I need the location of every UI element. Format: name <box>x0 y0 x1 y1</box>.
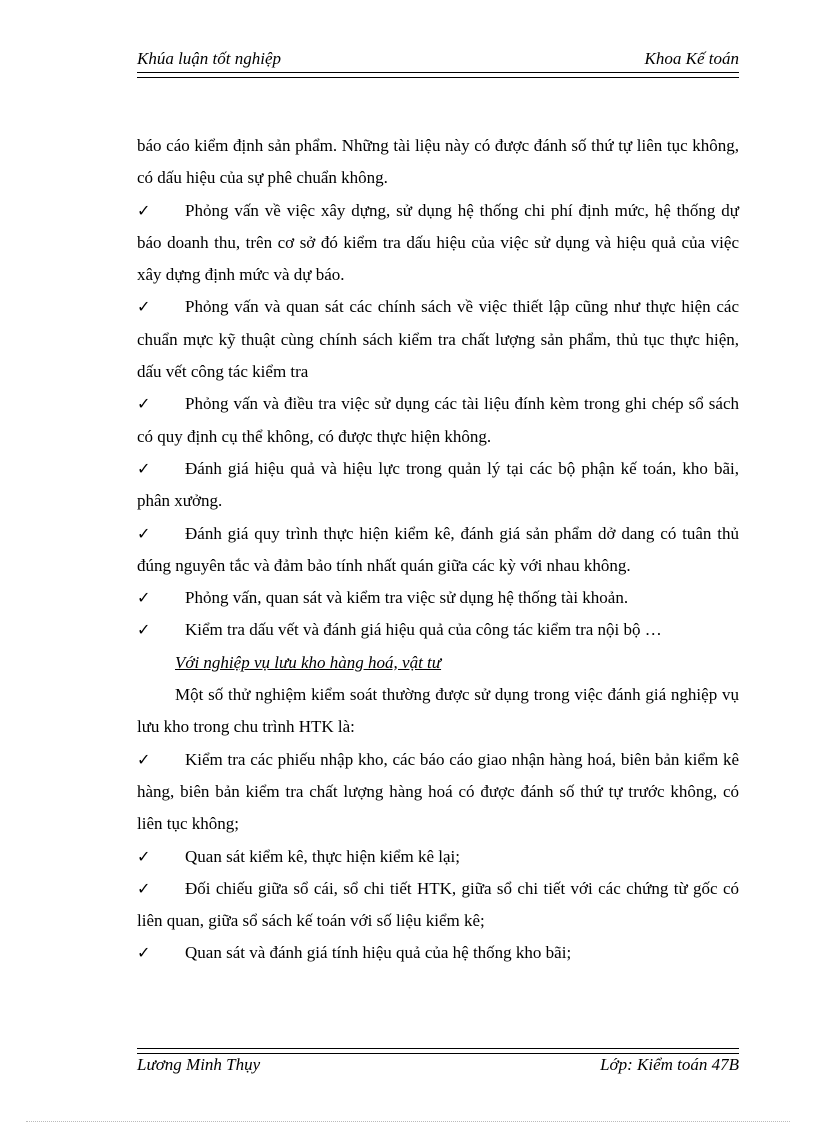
list-item-text: Kiểm tra các phiếu nhập kho, các báo cáo giao nhận hàng hoá, biên bản kiểm kê hàng, biên bản kiểm tra chất lượng hàng hoá có được đánh số thứ tự trước không, có liên tục không; <box>137 749 739 834</box>
list-item <box>137 744 739 841</box>
list-item-text: Đối chiếu giữa sổ cái, sổ chi tiết HTK, giữa sổ chi tiết với các chứng từ gốc có liên quan, giữa sổ sách kế toán với số liệu kiểm kê; <box>137 878 739 931</box>
list-item-text: Đánh giá quy trình thực hiện kiểm kê, đánh giá sản phẩm dở dang có tuân thủ đúng nguyên tắc và đảm bảo tính nhất quán giữa các kỳ với nhau không. <box>137 523 739 575</box>
list-item-text: Quan sát kiểm kê, thực hiện kiểm kê lại; <box>185 846 460 866</box>
check-icon: ✓ <box>137 200 151 220</box>
list-item <box>137 582 739 614</box>
list-item-text: Phỏng vấn và quan sát các chính sách về việc thiết lập cũng như thực hiện các chuẩn mực kỹ thuật cùng chính sách kiểm tra chất lượng sản phẩm, thủ tục thực hiện, dấu vết công tác kiểm tra <box>137 297 739 382</box>
footer-class-label: Lớp: Kiểm toán 47B <box>600 1055 739 1074</box>
page-footer <box>137 1054 739 1076</box>
list-item-text: Phỏng vấn và điều tra việc sử dụng các tài liệu đính kèm trong ghi chép sổ sách có quy định cụ thể không, có được thực hiện không. <box>137 394 739 446</box>
list-item-text: Kiểm tra dấu vết và đánh giá hiệu quả của công tác kiểm tra nội bộ … <box>185 620 662 640</box>
list-item-text: Phỏng vấn, quan sát và kiểm tra việc sử dụng hệ thống tài khoản. <box>185 588 629 608</box>
header-department-label: Khoa Kế toán <box>644 49 739 68</box>
section-subheading: Với nghiệp vụ lưu kho hàng hoá, vật tư <box>175 652 442 672</box>
check-icon: ✓ <box>137 588 151 608</box>
check-icon: ✓ <box>137 394 151 414</box>
list-item <box>137 937 739 969</box>
intro-paragraph: báo cáo kiểm định sản phẩm. Những tài liệu này có được đánh số thứ tự liên tục không, có dấu hiệu của sự phê chuẩn không. <box>137 136 739 188</box>
list-item <box>137 388 739 453</box>
list-item-text: Đánh giá hiệu quả và hiệu lực trong quản lý tại các bộ phận kế toán, kho bãi, phân xưởng. <box>137 458 739 511</box>
header-thesis-label: Khúa luận tốt nghiệp <box>137 49 282 68</box>
page-header <box>137 48 739 70</box>
list-item <box>137 518 739 583</box>
list-item <box>137 195 739 292</box>
list-item <box>137 614 739 646</box>
list-item <box>137 841 739 873</box>
page-bottom-dotted-line <box>26 1121 790 1122</box>
check-icon: ✓ <box>137 943 151 963</box>
body-paragraph: Một số thử nghiệm kiểm soát thường được sử dụng trong việc đánh giá nghiệp vụ lưu kho trong chu trình HTK là: <box>137 685 739 737</box>
check-icon: ✓ <box>137 620 151 640</box>
list-item <box>137 873 739 938</box>
list-item <box>137 291 739 388</box>
list-item <box>137 453 739 518</box>
list-item-text: Quan sát và đánh giá tính hiệu quả của hệ thống kho bãi; <box>185 943 572 963</box>
check-icon: ✓ <box>137 846 151 866</box>
list-item-text: Phỏng vấn về việc xây dựng, sử dụng hệ thống chi phí định mức, hệ thống dự báo doanh thu, trên cơ sở đó kiểm tra dấu hiệu của việc sử dụng và hiệu quả của việc xây dựng định mức và dự báo. <box>137 200 739 285</box>
page-body <box>137 130 739 970</box>
footer-author-name: Lương Minh Thụy <box>137 1055 261 1074</box>
check-icon: ✓ <box>137 523 151 543</box>
header-divider <box>137 72 739 78</box>
check-icon: ✓ <box>137 458 151 478</box>
check-icon: ✓ <box>137 749 151 769</box>
check-icon: ✓ <box>137 878 151 898</box>
check-icon: ✓ <box>137 297 151 317</box>
